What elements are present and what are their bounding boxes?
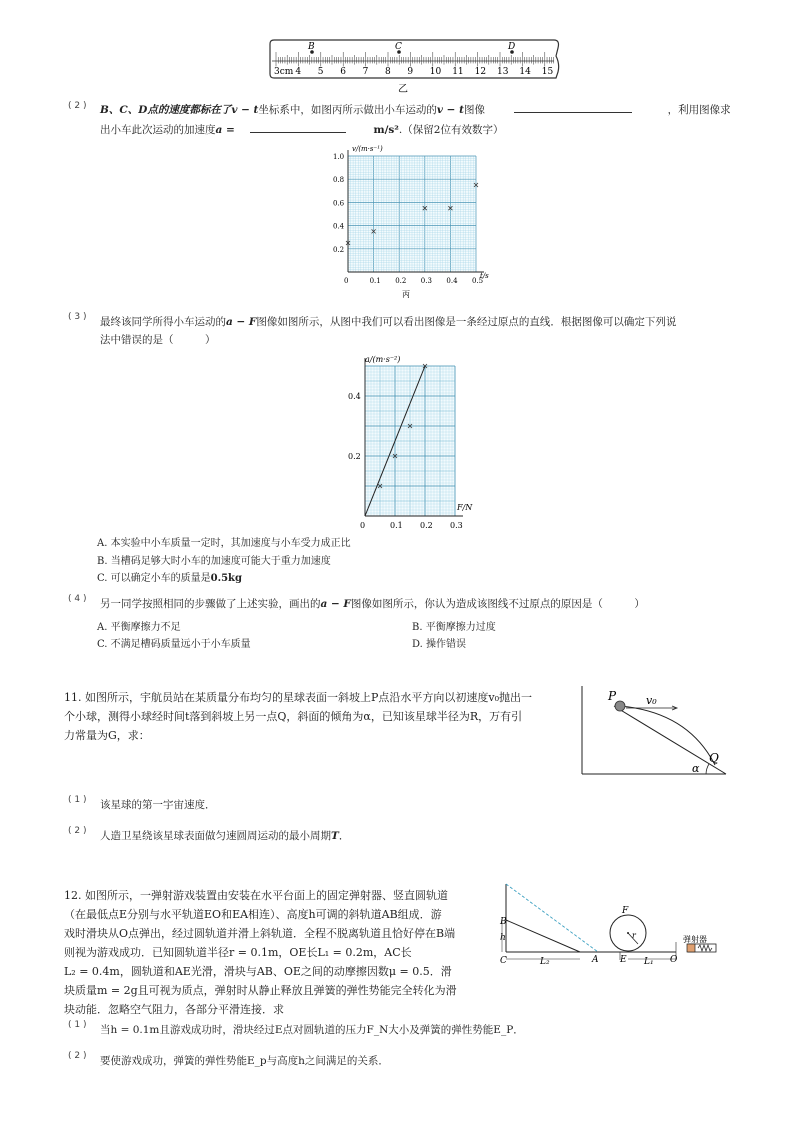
ruler-unit-label: 3cm bbox=[274, 67, 294, 77]
q11-line1: 11. 如图所示，宇航员站在某质量分布均匀的星球表面一斜坡上P点沿水平方向以初速度v₀抛出一 bbox=[64, 691, 533, 704]
af-xtick-label: 0.1 bbox=[390, 521, 403, 530]
q4-option-b[interactable]: B. 平衡摩擦力过度 bbox=[412, 622, 496, 633]
q12-sub1: 当h = 0.1m且游戏成功时，滑块经过E点对圆轨道的压力F_N大小及弹簧的弹性势能E_P． bbox=[100, 1024, 524, 1036]
vt-caption: 丙 bbox=[402, 290, 410, 299]
af-grid bbox=[365, 358, 463, 516]
q2-line2 bbox=[100, 122, 503, 138]
q12-line2: （在最低点E分别与水平轨道EO和EA相连）、高度h可调的斜轨道AB组成．游 bbox=[64, 908, 442, 921]
q2-vt-symbol: v − t bbox=[231, 104, 259, 116]
q4-option-a[interactable]: A. 平衡摩擦力不足 bbox=[97, 622, 181, 633]
vt-ytick-label: 0.6 bbox=[333, 199, 345, 208]
point-b-label: B bbox=[308, 42, 315, 52]
q12-label-h: h bbox=[500, 933, 506, 943]
q4-option-c[interactable]: C. 不满足槽码质量远小于小车质量 bbox=[97, 639, 251, 650]
q11-label-alpha: α bbox=[692, 762, 700, 775]
ruler-figure bbox=[268, 38, 564, 96]
q3-option-b[interactable]: B. 当槽码足够大时小车的加速度可能大于重力加速度 bbox=[97, 556, 331, 567]
ruler-tick-label: 9 bbox=[407, 67, 414, 77]
q2-vt-symbol-2: v − t bbox=[436, 104, 464, 116]
ruler-tick-label: 10 bbox=[429, 67, 442, 77]
q3-option-c-text: C. 可以确定小车的质量是 bbox=[97, 573, 211, 584]
q11-sub2 bbox=[100, 828, 349, 844]
af-xtick-label: 0 bbox=[360, 521, 366, 530]
q3-line1 bbox=[100, 314, 676, 330]
ruler-tick-label: 11 bbox=[452, 67, 464, 77]
q3-text-2: 图像如图所示，从图中我们可以看出图像是一条经过原点的直线．根据图像可以确定下列说 bbox=[256, 316, 677, 328]
af-ylabel: a/(m·s⁻²) bbox=[365, 355, 401, 364]
q12-line3: 戏时滑块从O点弹出，经过圆轨道并滑上斜轨道．全程不脱离轨道且恰好停在B端 bbox=[64, 927, 456, 940]
q4-text: 另一同学按照相同的步骤做了上述实验，画出的 bbox=[100, 598, 321, 610]
q11-label-q: Q bbox=[709, 751, 719, 765]
vt-xlabel: t/s bbox=[480, 272, 489, 280]
q12-line1: 12. 如图所示，一弹射游戏装置由安装在水平台面上的固定弹射器、竖直圆轨道 bbox=[64, 889, 448, 902]
q3-number: ( 3 ) bbox=[68, 312, 87, 322]
q12-incline-ab bbox=[506, 920, 580, 952]
q3-option-c[interactable] bbox=[97, 572, 242, 586]
q2-blank-graph[interactable] bbox=[514, 112, 632, 113]
ruler-tick-label: 8 bbox=[385, 67, 391, 77]
q2-number: ( 2 ) bbox=[68, 101, 87, 111]
vt-graph bbox=[326, 142, 496, 302]
q12-label-r: r bbox=[632, 931, 636, 940]
q12-dashed-line bbox=[506, 884, 598, 952]
q4-number: ( 4 ) bbox=[68, 594, 87, 604]
q12-sub2: 要使游戏成功，弹簧的弹性势能E_p与高度h之间满足的关系． bbox=[100, 1055, 389, 1067]
af-ytick-label: 0.4 bbox=[348, 392, 361, 401]
ruler-tick-label: 7 bbox=[362, 67, 369, 77]
vt-ytick-label: 1.0 bbox=[333, 153, 345, 161]
q3-line2: 法中错误的是（ ） bbox=[100, 334, 216, 346]
q12-label-l1: L₁ bbox=[644, 957, 654, 967]
q12-sub1-number: ( 1 ) bbox=[68, 1020, 87, 1030]
q12-block bbox=[687, 944, 695, 952]
q4-option-d[interactable]: D. 操作错误 bbox=[412, 639, 467, 650]
q12-label-o: O bbox=[670, 955, 678, 965]
q11-line2: 个小球，测得小球经时间t落到斜坡上另一点Q，斜面的倾角为α，已知该星球半径为R，万有引 bbox=[64, 710, 523, 723]
q2-a-symbol: a = bbox=[215, 124, 235, 136]
ruler-tick-label: 4 bbox=[295, 67, 302, 77]
vt-xtick-label: 0.3 bbox=[420, 277, 432, 285]
q11-figure bbox=[578, 684, 730, 778]
q11-sub2-end: ． bbox=[338, 830, 350, 842]
ruler-tick-label: 15 bbox=[541, 67, 554, 77]
q12-line4: 则视为游戏成功．已知圆轨道半径r = 0.1m，OE长L₁ = 0.2m，AC长 bbox=[64, 946, 412, 959]
q12-line7: 块动能．忽略空气阻力，各部分平滑连接．求 bbox=[64, 1003, 284, 1016]
q12-label-c: C bbox=[500, 956, 507, 966]
q4-line1 bbox=[100, 596, 645, 612]
q12-line6: 块质量m = 2g且可视为质点，弹射时从静止释放且弹簧的弹性势能完全转化为滑 bbox=[64, 984, 457, 997]
q12-label-f: F bbox=[622, 906, 629, 916]
vt-xtick-label: 0.2 bbox=[395, 277, 407, 285]
q11-ball bbox=[615, 701, 625, 711]
q12-label-a: A bbox=[592, 955, 599, 965]
ruler-tick-label: 6 bbox=[340, 67, 346, 77]
ruler-tick-label: 14 bbox=[519, 67, 531, 77]
q4-af-symbol: a − F bbox=[320, 598, 351, 610]
q12-label-e: E bbox=[620, 955, 627, 965]
af-xtick-label: 0.2 bbox=[420, 521, 433, 530]
q2-text-5: 出小车此次运动的加速度 bbox=[100, 124, 216, 136]
vt-xtick-label: 0 bbox=[344, 277, 349, 285]
q2-line1 bbox=[100, 102, 731, 118]
q3-option-a[interactable]: A. 本实验中小车质量一定时，其加速度与小车受力成正比 bbox=[97, 538, 351, 549]
af-xtick-label: 0.3 bbox=[450, 521, 463, 530]
ruler-caption: 乙 bbox=[398, 84, 408, 95]
af-ytick-label: 0.2 bbox=[348, 452, 361, 461]
q11-sub1: 该星球的第一宇宙速度． bbox=[100, 799, 216, 811]
q2-text-3: 图像 bbox=[463, 104, 485, 116]
q12-figure bbox=[498, 880, 726, 972]
q12-label-b: B bbox=[500, 917, 507, 927]
q12-line5: L₂ = 0.4m，圆轨道和AE光滑，滑块与AB、OE之间的动摩擦因数μ = 0.5．滑 bbox=[64, 965, 452, 978]
q12-sub2-number: ( 2 ) bbox=[68, 1051, 87, 1061]
q2-text: B、C、D点的速度都标在了 bbox=[100, 104, 232, 116]
vt-xtick-label: 0.4 bbox=[446, 277, 458, 285]
ruler-tick-label: 12 bbox=[474, 67, 487, 77]
q2-unit: m/s² bbox=[373, 124, 399, 136]
q11-label-v0: v₀ bbox=[646, 694, 657, 707]
q12-label-launcher: 弹射器 bbox=[683, 935, 707, 944]
q2-text-2: 坐标系中，如图丙所示做出小车运动的 bbox=[258, 104, 437, 116]
q2-blank-acceleration[interactable] bbox=[250, 132, 346, 133]
q11-trajectory bbox=[620, 706, 715, 765]
q11-sub2-number: ( 2 ) bbox=[68, 826, 87, 836]
q11-sub1-number: ( 1 ) bbox=[68, 795, 87, 805]
af-graph bbox=[345, 352, 475, 532]
point-d-label: D bbox=[508, 42, 516, 52]
vt-grid bbox=[348, 150, 484, 272]
q12-label-l2: L₂ bbox=[540, 957, 550, 967]
q2-text-4: ，利用图像求 bbox=[667, 104, 731, 116]
vt-xtick-label: 0.5 bbox=[472, 277, 484, 285]
vt-ylabel: v/(m·s⁻¹) bbox=[352, 145, 383, 153]
q3-af-symbol: a − F bbox=[226, 316, 257, 328]
q11-angle-arc bbox=[706, 764, 709, 774]
vt-ytick-label: 0.2 bbox=[333, 245, 345, 254]
q11-label-p: P bbox=[608, 689, 617, 703]
vt-ytick-label: 0.8 bbox=[333, 176, 345, 185]
q3-text: 最终该同学所得小车运动的 bbox=[100, 316, 226, 328]
q11-sub2-symbol: T bbox=[331, 830, 339, 842]
ruler-tick-label: 5 bbox=[317, 67, 324, 77]
point-c-label: C bbox=[395, 42, 402, 52]
q11-line3: 力常量为G，求： bbox=[64, 729, 150, 742]
q4-text-2: 图像如图所示，你认为造成该图线不过原点的原因是（ ） bbox=[350, 598, 645, 610]
q3-option-c-value: 0.5kg bbox=[210, 573, 242, 584]
q11-sub2-text: 人造卫星绕该星球表面做匀速圆周运动的最小周期 bbox=[100, 830, 331, 842]
q2-note: .（保留2位有效数字） bbox=[398, 124, 504, 136]
vt-xtick-label: 0.1 bbox=[369, 277, 381, 285]
vt-ytick-label: 0.4 bbox=[333, 222, 345, 231]
af-xlabel: F/N bbox=[457, 503, 473, 512]
ruler-tick-label: 13 bbox=[497, 67, 509, 77]
